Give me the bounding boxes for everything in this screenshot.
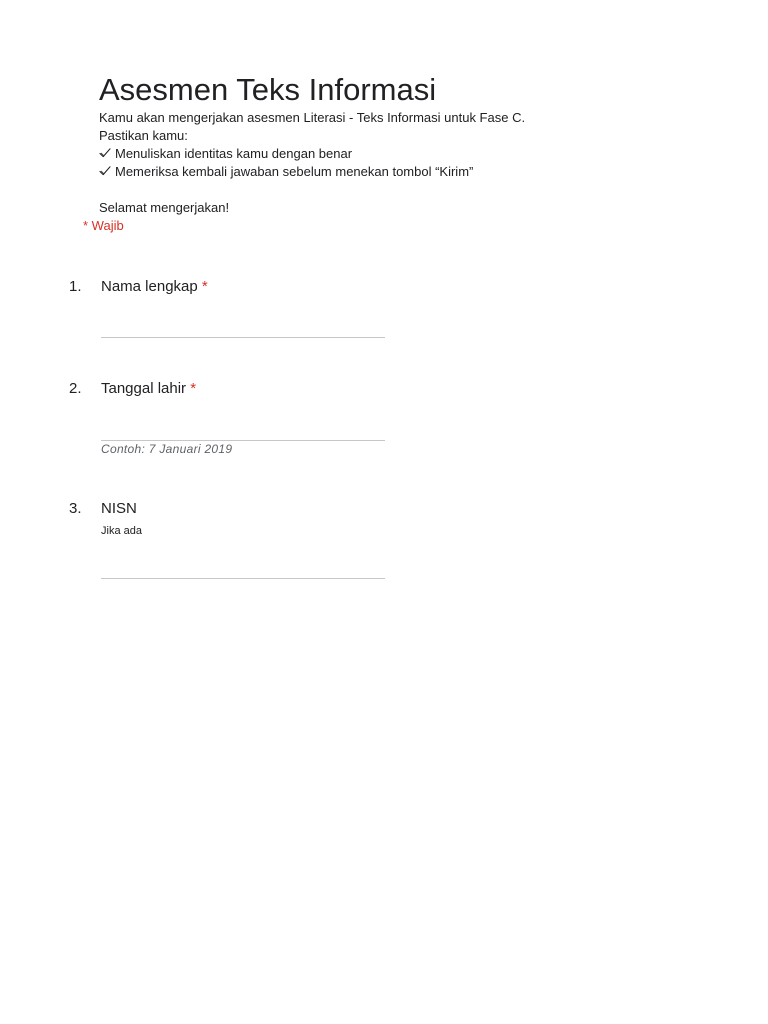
checklist-item-label: Memeriksa kembali jawaban sebelum menekan tombol “Kirim” [115,164,474,179]
description-spacer [99,181,659,199]
description-intro: Kamu akan mengerjakan asesmen Literasi - Teks Informasi untuk Fase C. [99,110,526,125]
checklist-item [99,145,659,163]
nisn-input[interactable] [101,558,385,579]
question-number: 2. [69,380,82,397]
description-instruction: Pastikan kamu: [99,128,188,143]
required-note: * Wajib [83,218,124,233]
question-title [101,499,137,519]
form-title: Asesmen Teks Informasi [99,72,437,107]
question-title-text: NISN [101,500,137,517]
required-asterisk: * [190,380,197,397]
checkmark-icon [99,165,111,177]
checkmark-icon [99,147,111,159]
checklist-item-label: Menuliskan identitas kamu dengan benar [115,146,353,161]
question-number: 1. [69,278,82,295]
question-title [101,379,196,399]
form-description [99,109,659,217]
question-number: 3. [69,500,82,517]
nama-lengkap-input[interactable] [101,317,385,338]
question-title [101,277,208,297]
required-asterisk: * [201,278,208,295]
question-title-text: Tanggal lahir [101,380,187,397]
checklist-item [99,163,659,181]
description-closing: Selamat mengerjakan! [99,200,230,215]
question-help-text: Jika ada [101,525,142,537]
question-title-text: Nama lengkap [101,278,198,295]
tanggal-lahir-input[interactable] [101,420,385,441]
date-example-hint: Contoh: 7 Januari 2019 [101,442,233,456]
